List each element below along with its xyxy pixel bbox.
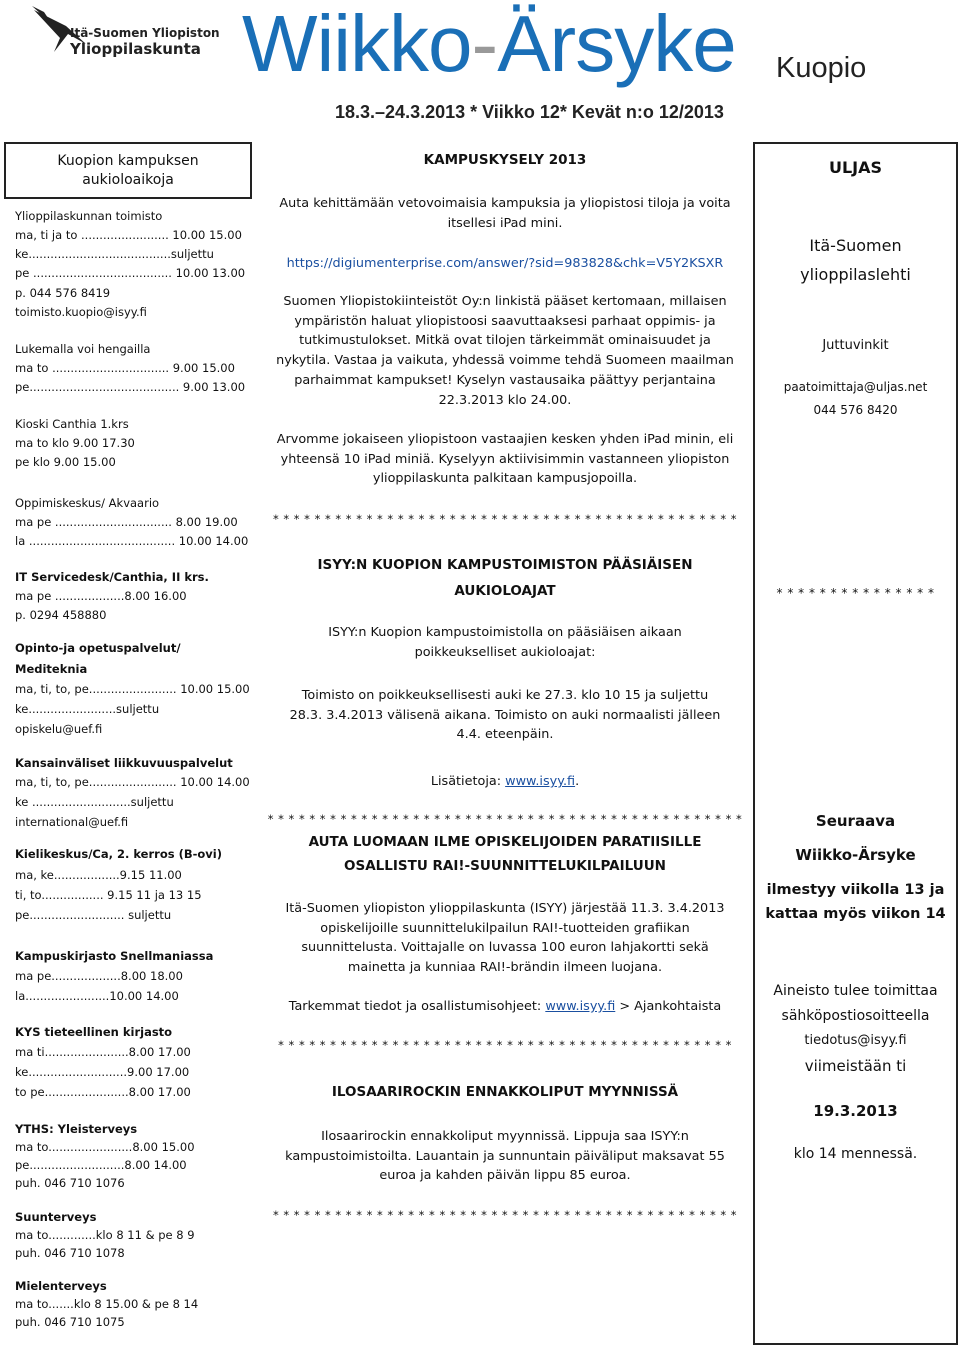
opening-hours-line: Kielikeskus/Ca, 2. kerros (B-ovi) bbox=[15, 847, 222, 861]
opening-hours-line: ma to klo 9.00 17.30 bbox=[15, 436, 135, 450]
heading-line1: Kuopion kampuksen bbox=[57, 153, 199, 169]
material-line2: sähköpostiosoitteella bbox=[781, 1008, 930, 1024]
opening-hours-line: la.......................10.00 14.00 bbox=[15, 989, 179, 1003]
magazine-line1: Itä-Suomen bbox=[809, 236, 902, 255]
logo-text-line2: Ylioppilaskunta bbox=[70, 40, 201, 58]
easter-details-line: 28.3. 3.4.2013 välisenä aikana. Toimisto on auki normaalisti jälleen bbox=[289, 707, 721, 723]
survey-link[interactable]: https://digiumenterprise.com/answer/?sid=983828&chk=V5Y2KSXR bbox=[286, 256, 724, 271]
survey-paragraph bbox=[262, 292, 748, 410]
competition-title-line1: AUTA LUOMAAN ILME OPISKELIJOIDEN PARATIISILLE bbox=[308, 834, 702, 850]
survey-prize-line: ylioppilaskunta palkitaan kampusjopoilla. bbox=[372, 471, 638, 487]
editor-email[interactable]: paatoimittaja@uljas.net bbox=[783, 380, 928, 394]
separator-stars-2: * * * * * * * * * * * * * * * * * * * * * * * * * * * * * * * * * * * * * * * * * * * * * * bbox=[267, 812, 743, 826]
opening-hours-line: to pe.......................8.00 17.00 bbox=[15, 1085, 191, 1099]
opening-hours-line: Suunterveys bbox=[15, 1210, 97, 1224]
opening-hours-line: ma ti.......................8.00 17.00 bbox=[15, 1045, 191, 1059]
survey-title: KAMPUSKYSELY 2013 bbox=[423, 152, 587, 168]
opening-hours-line: la ........................................ 10.00 14.00 bbox=[15, 534, 249, 548]
heading-line2: aukioloaikoja bbox=[82, 172, 174, 188]
opening-hours-line: ke ...........................suljettu bbox=[15, 795, 174, 809]
separator-stars-1: * * * * * * * * * * * * * * * * * * * * * * * * * * * * * * * * * * * * * * * * * * * * * bbox=[272, 512, 738, 526]
survey-prize-line: Arvomme jokaiseen yliopistoon vastaajien kesken yhden iPad minin, eli bbox=[276, 432, 734, 447]
competition-more-label: Tarkemmat tiedot ja osallistumisohjeet: bbox=[288, 999, 546, 1014]
opening-hours-line: pe ...................................... 10.00 13.00 bbox=[15, 266, 246, 280]
title-part-a: Wiikko bbox=[242, 0, 472, 88]
deadline-time: klo 14 mennessä. bbox=[793, 1146, 918, 1162]
next-issue-line2: Wiikko-Ärsyke bbox=[795, 846, 916, 864]
competition-line: suunnittelusta. Voittajalle on luvassa 100 euron lahjakortti sekä bbox=[301, 940, 709, 956]
opening-hours-line: ma pe ................................ 8.00 19.00 bbox=[15, 515, 238, 529]
opening-hours-line: IT Servicedesk/Canthia, II krs. bbox=[15, 570, 209, 584]
easter-details-line: Toimisto on poikkeuksellisesti auki ke 27.3. klo 10 15 ja suljettu bbox=[301, 688, 709, 703]
city-label: Kuopio bbox=[776, 52, 867, 84]
competition-title-line2: OSALLISTU RAI!-SUUNNITTELUKILPAILUUN bbox=[344, 858, 666, 874]
opening-hours-line: KYS tieteellinen kirjasto bbox=[15, 1025, 173, 1039]
survey-paragraph-line: 22.3.2013 klo 24.00. bbox=[438, 392, 572, 408]
opening-hours-line: Kampuskirjasto Snellmaniassa bbox=[15, 949, 214, 963]
opening-hours-line: ma, ke..................9.15 11.00 bbox=[15, 868, 182, 882]
easter-more-label: Lisätietoja: bbox=[430, 774, 506, 789]
survey-paragraph-line: Suomen Yliopistokiinteistöt Oy:n linkistä pääset kertomaan, millaisen bbox=[283, 294, 727, 309]
survey-paragraph-line: parhaimmat kampukset! Kyselyn vastausaika päättyy perjantaina bbox=[294, 372, 716, 388]
opening-hours-line: ma to ................................ 9.00 15.00 bbox=[15, 361, 235, 375]
opening-hours-line: puh. 046 710 1078 bbox=[15, 1246, 125, 1260]
ticket-paragraph bbox=[262, 1127, 748, 1186]
opening-hours-line: ke...........................9.00 17.00 bbox=[15, 1065, 190, 1079]
competition-more-end: > Ajankohtaista bbox=[615, 999, 722, 1014]
material-email[interactable]: tiedotus@isyy.fi bbox=[804, 1033, 907, 1048]
opening-hours-line: ma to.............klo 8 11 & pe 8 9 bbox=[15, 1228, 195, 1242]
easter-title-line2: AUKIOLOAJAT bbox=[454, 583, 556, 599]
opening-hours-line: pe.......................... suljettu bbox=[15, 908, 172, 922]
opening-hours-line: ma pe...................8.00 18.00 bbox=[15, 969, 183, 983]
opening-hours-line: Opinto-ja opetuspalvelut/ bbox=[15, 641, 181, 655]
competition-line: mainetta ja kunniaa RAI!-brändin ilmeen luojana. bbox=[347, 960, 663, 976]
survey-paragraph-line: nykytila. Vastaa ja vaikuta, yhdessä voimme tehdä Suomeen maailman bbox=[276, 353, 734, 369]
opening-hours-line: pe..........................8.00 14.00 bbox=[15, 1158, 187, 1172]
title-part-b: Ärsyke bbox=[497, 0, 736, 88]
opening-hours-line: ma to.......klo 8 15.00 & pe 8 14 bbox=[15, 1297, 199, 1311]
opening-hours-line: ti, to................. 9.15 11 ja 13 15 bbox=[15, 888, 202, 902]
opening-hours-line: ke.......................................suljettu bbox=[15, 247, 214, 261]
opening-hours-column bbox=[4, 142, 252, 1345]
opening-hours-line: Kioski Canthia 1.krs bbox=[15, 417, 129, 431]
ticket-line: euroa ja kahden päivän lippu 85 euroa. bbox=[379, 1168, 631, 1184]
survey-prize-paragraph bbox=[262, 430, 748, 489]
info-sidebar bbox=[753, 142, 958, 1345]
opening-hours-line: Lukemalla voi hengailla bbox=[15, 342, 151, 356]
opening-hours-line: ma, ti ja to ........................ 10.00 15.00 bbox=[15, 228, 242, 242]
magazine-line2: ylioppilaslehti bbox=[800, 265, 911, 284]
competition-line: opiskelijoille suunnittelukilpailun RAI!-tuotteiden grafiikan bbox=[320, 920, 690, 936]
sidebar-stars: * * * * * * * * * * * * * * * bbox=[776, 586, 935, 600]
ticket-line: Ilosaarirockin ennakkoliput myynnissä. Lippuja saa ISYY:n bbox=[321, 1129, 689, 1144]
editor-phone: 044 576 8420 bbox=[813, 403, 898, 417]
next-issue-line1: Seuraava bbox=[815, 812, 896, 830]
easter-more-info bbox=[262, 772, 748, 792]
easter-title-line1: ISYY:N KUOPION KAMPUSTOIMISTON PÄÄSIÄISEN bbox=[317, 557, 693, 573]
opening-hours-line: ke........................suljettu bbox=[15, 702, 160, 716]
ticket-line: kampustoimistoilta. Lauantain ja sunnuntain päiväliput maksavat 55 bbox=[285, 1148, 725, 1164]
title-dash: - bbox=[471, 0, 498, 88]
opening-hours-line: ma, ti, to, pe........................ 10.00 14.00 bbox=[15, 775, 250, 789]
easter-intro-line: ISYY:n Kuopion kampustoimistolla on pääsiäisen aikaan bbox=[328, 625, 682, 640]
opening-hours-line: p. 0294 458880 bbox=[15, 608, 107, 622]
easter-intro bbox=[262, 623, 748, 662]
separator-stars-3: * * * * * * * * * * * * * * * * * * * * * * * * * * * * * * * * * * * * * * * * * * * * bbox=[278, 1038, 732, 1052]
easter-details-line: 4.4. eteenpäin. bbox=[456, 727, 554, 743]
survey-intro-line2: itsellesi iPad mini. bbox=[447, 216, 563, 231]
material-line1: Aineisto tulee toimittaa bbox=[773, 983, 938, 999]
next-issue-line3: ilmestyy viikolla 13 ja bbox=[766, 882, 945, 898]
opening-hours-line: Kansainväliset liikkuvuuspalvelut bbox=[15, 756, 233, 770]
logo-text-line1: Itä-Suomen Yliopiston bbox=[70, 26, 220, 40]
story-tips-label: Juttuvinkit bbox=[822, 338, 889, 353]
opening-hours-line: opiskelu@uef.fi bbox=[15, 722, 103, 736]
next-issue-line4: kattaa myös viikon 14 bbox=[765, 906, 946, 922]
opening-hours-line: puh. 046 710 1076 bbox=[15, 1176, 125, 1190]
opening-hours-line: pe......................................... 9.00 13.00 bbox=[15, 380, 246, 394]
opening-hours-line: toimisto.kuopio@isyy.fi bbox=[15, 305, 147, 319]
easter-details bbox=[262, 686, 748, 745]
opening-hours-line: pe klo 9.00 15.00 bbox=[15, 455, 116, 469]
competition-line: Itä-Suomen yliopiston ylioppilaskunta (ISYY) järjestää 11.3. 3.4.2013 bbox=[285, 901, 725, 916]
opening-hours-heading bbox=[4, 142, 252, 199]
easter-intro-line: poikkeukselliset aukioloajat: bbox=[414, 644, 596, 660]
survey-paragraph-line: ympäristön haluat yliopistoosi saavuttaaksesi parhaat oppimis- ja bbox=[294, 313, 716, 329]
separator-stars-4: * * * * * * * * * * * * * * * * * * * * * * * * * * * * * * * * * * * * * * * * * * * * * bbox=[272, 1208, 738, 1222]
opening-hours-line: ma pe ...................8.00 16.00 bbox=[15, 589, 187, 603]
survey-intro-line1: Auta kehittämään vetovoimaisia kampuksia ja yliopistosi tiloja ja voita bbox=[279, 196, 731, 211]
competition-more-link[interactable]: www.isyy.fi bbox=[545, 999, 616, 1014]
deadline-date: 19.3.2013 bbox=[813, 1102, 898, 1120]
easter-more-link[interactable]: www.isyy.fi bbox=[505, 774, 576, 789]
opening-hours-line: Ylioppilaskunnan toimisto bbox=[15, 209, 163, 223]
survey-paragraph-line: tutkimustulokset. Mitkä ovat tilojen tärkeimmät ominaisuudet ja bbox=[299, 333, 711, 349]
easter-more-end: . bbox=[575, 774, 580, 789]
competition-more-info bbox=[262, 997, 748, 1017]
uljas-title: ULJAS bbox=[828, 158, 883, 177]
opening-hours-line: ma to.......................8.00 15.00 bbox=[15, 1140, 195, 1154]
ticket-title: ILOSAARIROCKIN ENNAKKOLIPUT MYYNNISSÄ bbox=[331, 1084, 679, 1100]
opening-hours-line: Mielenterveys bbox=[15, 1279, 107, 1293]
survey-prize-line: yhteensä 10 iPad miniä. Kyselyyn aktiivisimmin vastanneen yliopiston bbox=[280, 451, 730, 467]
competition-paragraph bbox=[262, 899, 748, 978]
opening-hours-line: international@uef.fi bbox=[15, 815, 129, 829]
opening-hours-line: p. 044 576 8419 bbox=[15, 286, 111, 300]
deadline-line1: viimeistään ti bbox=[804, 1057, 907, 1075]
opening-hours-line: Mediteknia bbox=[15, 662, 88, 676]
newsletter-title bbox=[242, 0, 736, 90]
opening-hours-line: ma, ti, to, pe........................ 10.00 15.00 bbox=[15, 682, 250, 696]
opening-hours-line: YTHS: Yleisterveys bbox=[15, 1122, 138, 1136]
opening-hours-line: Oppimiskeskus/ Akvaario bbox=[15, 496, 160, 510]
opening-hours-line: puh. 046 710 1075 bbox=[15, 1315, 125, 1329]
issue-date-line: 18.3.–24.3.2013 * Viikko 12* Kevät n:o 12/2013 bbox=[335, 102, 724, 122]
